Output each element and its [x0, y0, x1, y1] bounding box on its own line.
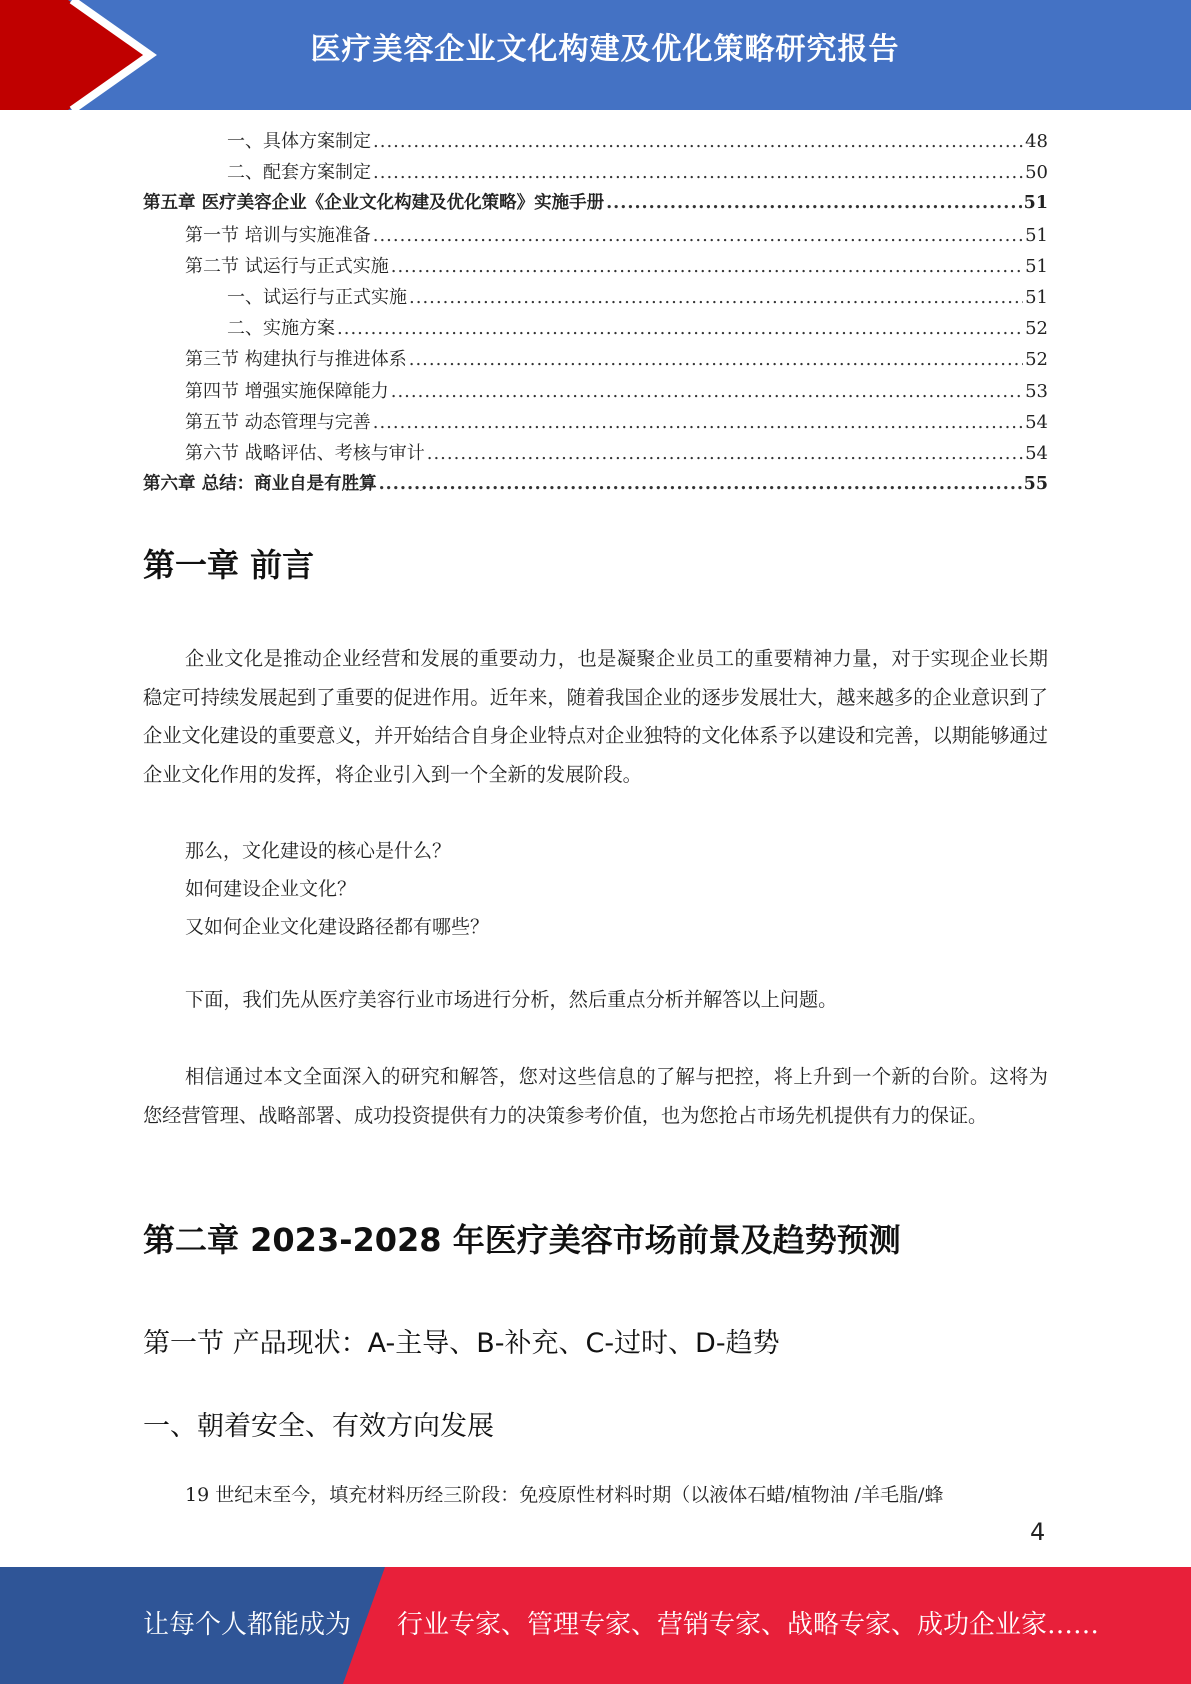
toc-dot-leader: [379, 474, 1022, 494]
toc-entry-title: 一、试运行与正式实施: [227, 286, 407, 308]
toc-dot-leader: [427, 443, 1023, 464]
toc-entry-title: 二、配套方案制定: [227, 162, 371, 184]
chapter1-paragraph-1: 企业文化是推动企业经营和发展的重要动力，也是凝聚企业员工的重要精神力量，对于实现企业长期稳定可持续发展起到了重要的促进作用。近年来，随着我国企业的逐步发展壮大，越来越多的企业意识到了企业文化建设的重要意义，并开始结合自身企业特点对企业独特的文化体系予以建设和完善，以期能够通过企业文化作用的发挥，将企业引入到一个全新的发展阶段。: [143, 647, 1048, 786]
toc-entry-page: 54: [1025, 411, 1048, 433]
toc-entry-title: 第三节 构建执行与推进体系: [185, 349, 407, 371]
toc-entry-page: 48: [1025, 131, 1048, 152]
toc-dot-leader: [373, 412, 1023, 433]
toc-entry-page: 52: [1025, 318, 1048, 340]
toc-entry-title: 第五章 医疗美容企业《企业文化构建及优化策略》实施手册: [143, 193, 605, 214]
table-of-contents: [143, 127, 1048, 501]
chapter2-paragraph-1: 19 世纪末至今，填充材料历经三阶段：免疫原性材料时期（以液体石蜡/植物油 /羊毛脂/蜂: [185, 1484, 944, 1506]
toc-entry[interactable]: [143, 377, 1048, 408]
toc-entry-title: 第六节 战略评估、考核与审计: [185, 442, 425, 464]
toc-entry[interactable]: [143, 127, 1048, 158]
toc-entry-title: 第五节 动态管理与完善: [185, 411, 371, 433]
toc-dot-leader: [373, 225, 1023, 246]
toc-entry-title: 一、具体方案制定: [227, 131, 371, 152]
toc-dot-leader: [409, 287, 1023, 308]
toc-entry-page: 51: [1025, 255, 1048, 277]
chapter2-subsection1-title: 一、朝着安全、有效方向发展: [143, 1411, 494, 1442]
toc-entry[interactable]: [143, 314, 1048, 345]
toc-entry-page: 54: [1025, 442, 1048, 464]
toc-entry[interactable]: [143, 252, 1048, 283]
chapter2-title: 第二章 2023-2028 年医疗美容市场前景及趋势预测: [143, 1221, 901, 1259]
page-header: [0, 0, 1191, 110]
toc-entry-page: 52: [1025, 349, 1048, 371]
toc-entry[interactable]: [143, 283, 1048, 314]
toc-entry-page: 53: [1025, 380, 1048, 402]
toc-entry-page: 50: [1025, 162, 1048, 184]
toc-entry-page: 51: [1023, 193, 1048, 214]
chapter1-paragraph-3: 相信通过本文全面深入的研究和解答，您对这些信息的了解与把控，将上升到一个新的台阶。这将为您经营管理、战略部署、成功投资提供有力的决策参考价值，也为您抢占市场先机提供有力的保证。: [143, 1065, 1048, 1127]
chapter1-question-2: 如何建设企业文化？: [185, 878, 357, 900]
toc-entry[interactable]: [143, 470, 1048, 501]
toc-entry[interactable]: [143, 189, 1048, 220]
toc-entry-page: 51: [1025, 286, 1048, 308]
toc-entry[interactable]: [143, 345, 1048, 376]
toc-entry-title: 第四节 增强实施保障能力: [185, 380, 389, 402]
footer-slogan-left: 让每个人都能成为: [143, 1610, 352, 1640]
toc-dot-leader: [373, 162, 1023, 183]
toc-entry[interactable]: [143, 158, 1048, 189]
toc-dot-leader: [391, 256, 1023, 277]
chapter1-title: 第一章 前言: [143, 546, 315, 584]
toc-entry[interactable]: [143, 221, 1048, 252]
chapter1-question-1: 那么，文化建设的核心是什么？: [185, 840, 452, 862]
toc-entry[interactable]: [143, 408, 1048, 439]
chapter1-paragraph-2: 下面，我们先从医疗美容行业市场进行分析，然后重点分析并解答以上问题。: [185, 988, 838, 1011]
chapter2-section1-title: 第一节 产品现状：A-主导、B-补充、C-过时、D-趋势: [143, 1328, 780, 1359]
toc-dot-leader: [606, 193, 1022, 213]
toc-dot-leader: [409, 349, 1023, 370]
toc-entry-title: 二、实施方案: [227, 318, 335, 340]
toc-entry[interactable]: [143, 439, 1048, 470]
report-title: 医疗美容企业文化构建及优化策略研究报告: [310, 32, 900, 67]
toc-entry-page: 51: [1025, 224, 1048, 246]
header-chevron-decoration: [0, 0, 160, 110]
toc-entry-title: 第一节 培训与实施准备: [185, 224, 371, 246]
toc-entry-title: 第六章 总结：商业自是有胜算: [143, 474, 377, 495]
toc-dot-leader: [337, 318, 1023, 339]
toc-dot-leader: [373, 131, 1023, 152]
footer-slogan-right: 行业专家、管理专家、营销专家、战略专家、成功企业家……: [397, 1610, 1100, 1640]
toc-entry-title: 第二节 试运行与正式实施: [185, 255, 389, 277]
chapter1-question-3: 又如何企业文化建设路径都有哪些？: [185, 916, 490, 938]
page-number: 4: [1030, 1518, 1046, 1546]
page-footer: [0, 1567, 1191, 1684]
toc-entry-page: 55: [1023, 474, 1048, 495]
toc-dot-leader: [391, 381, 1023, 402]
